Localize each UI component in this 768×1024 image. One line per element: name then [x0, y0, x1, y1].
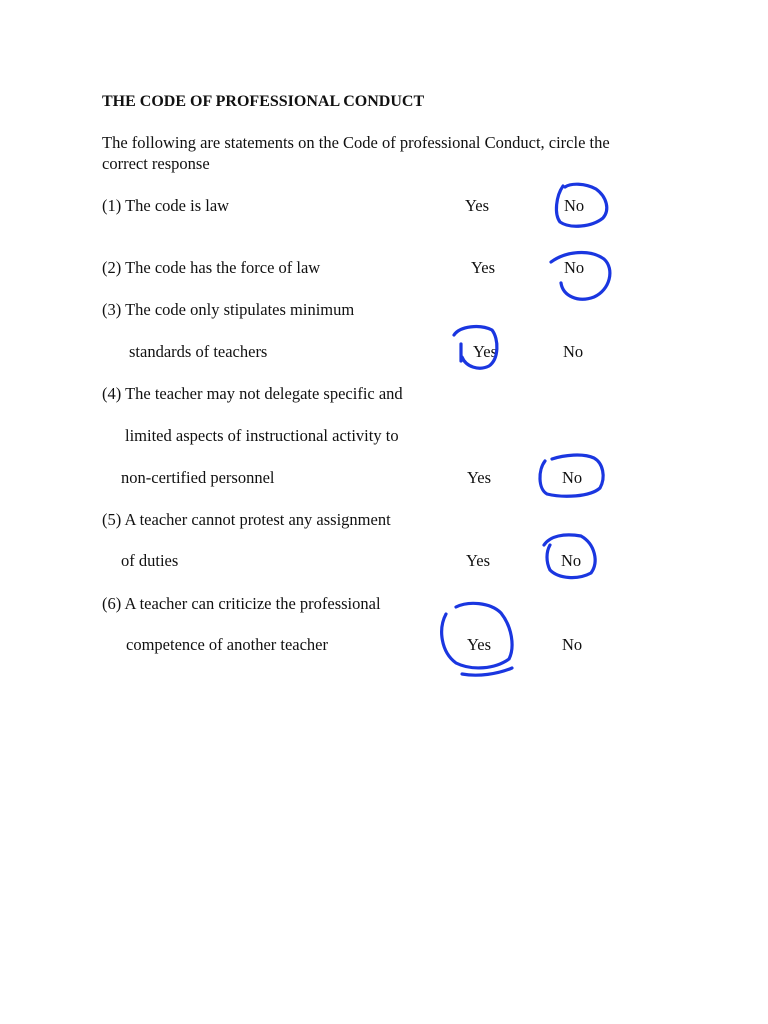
question-3-text-line-1: (3) The code only stipulates minimum	[102, 300, 355, 319]
question-4-text-line-3: non-certified personnel	[121, 468, 275, 487]
question-4-text-line-1: (4) The teacher may not delegate specific and	[102, 384, 403, 403]
question-6-text-line-2: competence of another teacher	[126, 635, 329, 654]
question-3-no[interactable]: No	[563, 342, 584, 361]
question-2-text: (2) The code has the force of law	[102, 258, 321, 277]
question-5-text-line-1: (5) A teacher cannot protest any assignment	[102, 510, 391, 529]
document-title: THE CODE OF PROFESSIONAL CONDUCT	[102, 93, 425, 110]
question-4-text-line-2: limited aspects of instructional activity to	[125, 426, 399, 445]
question-5-yes[interactable]: Yes	[466, 551, 491, 570]
question-4-no[interactable]: No	[562, 468, 583, 487]
question-1-text: (1) The code is law	[102, 196, 230, 215]
question-5-no[interactable]: No	[561, 551, 582, 570]
question-6-no[interactable]: No	[562, 635, 583, 654]
intro-line-1: The following are statements on the Code of professional Conduct, circle the	[102, 133, 610, 152]
question-1-yes[interactable]: Yes	[465, 196, 490, 215]
question-4-yes[interactable]: Yes	[467, 468, 492, 487]
question-6-text-line-1: (6) A teacher can criticize the professional	[102, 594, 381, 613]
intro-line-2: correct response	[102, 154, 210, 173]
question-3-yes[interactable]: Yes	[473, 342, 498, 361]
question-2-yes[interactable]: Yes	[471, 258, 496, 277]
question-3-text-line-2: standards of teachers	[129, 342, 268, 361]
question-5-text-line-2: of duties	[121, 551, 179, 570]
question-1-no[interactable]: No	[564, 196, 585, 215]
question-6-yes[interactable]: Yes	[467, 635, 492, 654]
question-2-no[interactable]: No	[564, 258, 585, 277]
